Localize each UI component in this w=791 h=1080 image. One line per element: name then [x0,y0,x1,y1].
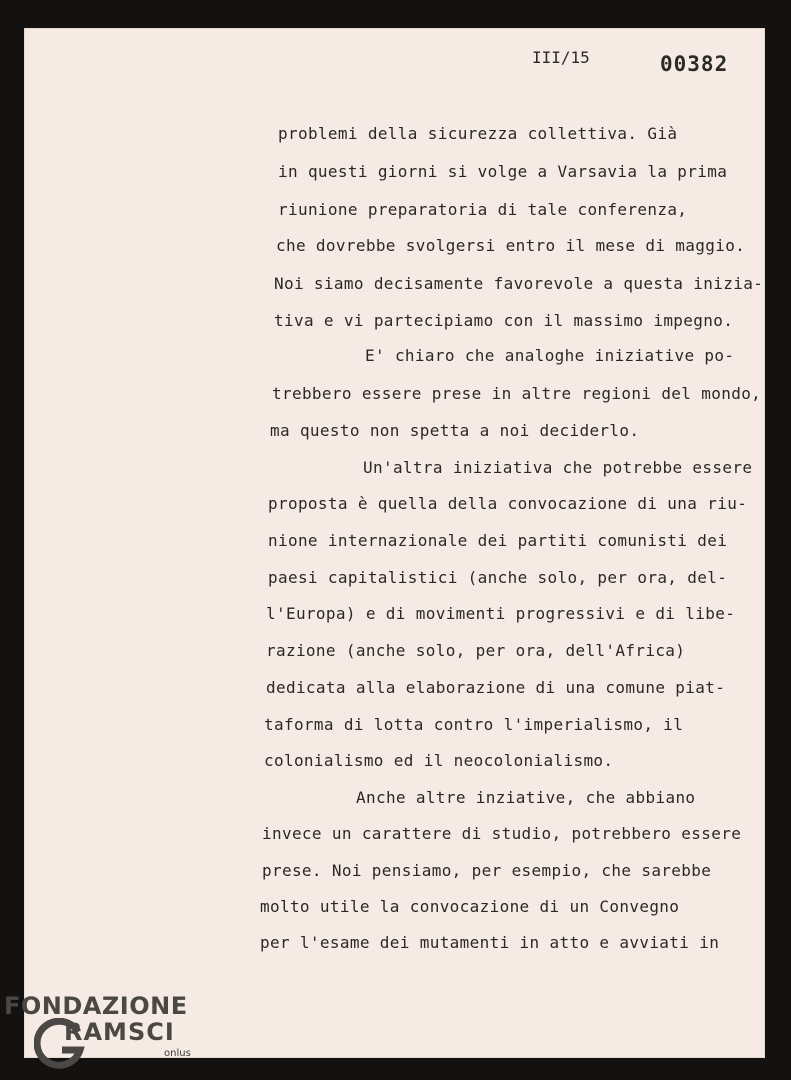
text-line: colonialismo ed il neocolonialismo. [264,751,614,770]
text-line: problemi della sicurezza collettiva. Già [278,124,678,143]
text-line: Noi siamo decisamente favorevole a questa inizia- [274,274,764,293]
typed-text-body [24,28,765,1058]
text-line: Un'altra iniziativa che potrebbe essere [363,458,753,477]
text-line: molto utile la convocazione di un Convegno [260,897,680,916]
text-line: prese. Noi pensiamo, per esempio, che sarebbe [262,861,712,880]
watermark-line2: RAMSCI [64,1018,175,1046]
text-line: E' chiaro che analoghe iniziative po- [365,346,735,365]
text-line: riunione preparatoria di tale conferenza, [278,200,688,219]
text-line: tiva e vi partecipiamo con il massimo impegno. [274,311,734,330]
watermark-suffix: onlus [164,1048,191,1059]
text-line: in questi giorni si volge a Varsavia la prima [278,162,728,181]
text-line: Anche altre inziative, che abbiano [356,788,696,807]
text-line: l'Europa) e di movimenti progressivi e di libe- [266,604,736,623]
text-line: che dovrebbe svolgersi entro il mese di maggio. [276,236,746,255]
text-line: per l'esame dei mutamenti in atto e avviati in [260,933,720,952]
section-code: III/15 [532,48,590,67]
text-line: dedicata alla elaborazione di una comune piat- [266,678,726,697]
text-line: invece un carattere di studio, potrebbero essere [262,824,742,843]
text-line: razione (anche solo, per ora, dell'Africa) [266,641,686,660]
fondazione-gramsci-watermark [4,992,204,1080]
text-line: proposta è quella della convocazione di una riu- [268,494,748,513]
text-line: ma questo non spetta a noi deciderlo. [270,421,640,440]
text-line: taforma di lotta contro l'imperialismo, il [264,715,684,734]
document-page [24,28,765,1058]
text-line: paesi capitalistici (anche solo, per ora, del- [268,568,728,587]
text-line: nione internazionale dei partiti comunisti dei [268,531,728,550]
text-line: trebbero essere prese in altre regioni del mondo, [272,384,762,403]
watermark-line1: FONDAZIONE [4,992,188,1020]
page-number: 00382 [660,52,729,76]
